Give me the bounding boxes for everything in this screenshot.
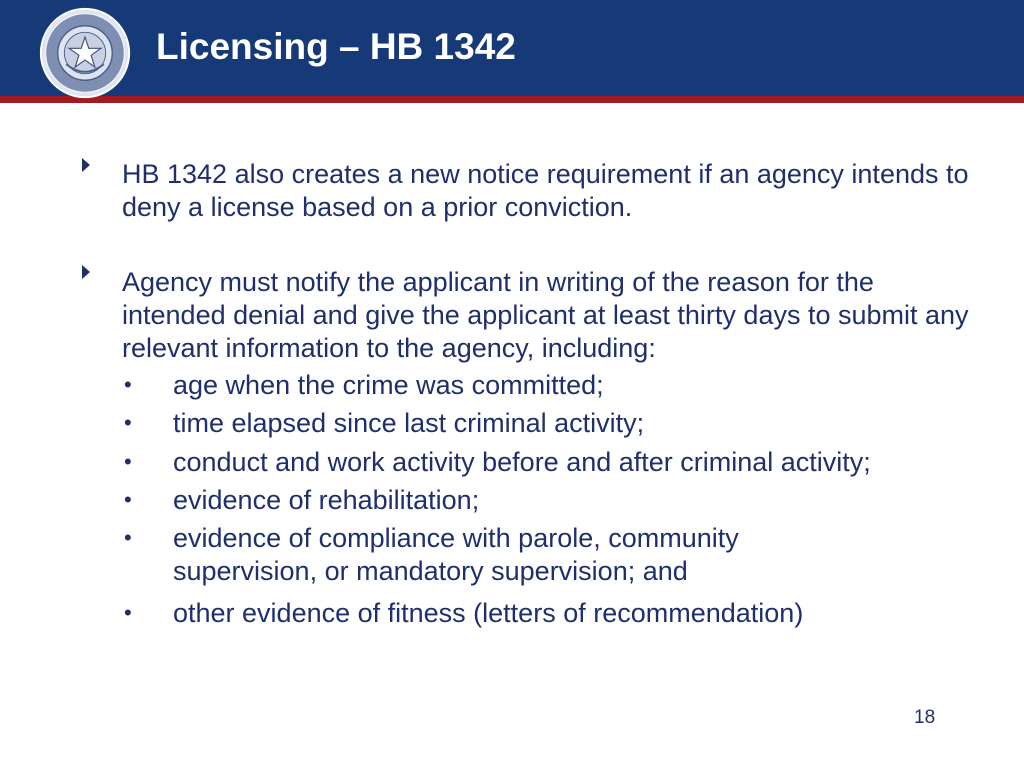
sub-bullet-text: other evidence of fitness (letters of recommendation) bbox=[173, 598, 804, 628]
sub-bullet-text: age when the crime was committed; bbox=[173, 370, 604, 400]
bullet-text: Agency must notify the applicant in writing of the reason for the intended denial and give the applicant at least thirty days to submit any relevant information to the agency, including: bbox=[122, 267, 969, 363]
bullet-text: HB 1342 also creates a new notice requirement if an agency intends to deny a license based on a prior conviction. bbox=[122, 159, 969, 222]
bullet-arrow-icon bbox=[82, 265, 90, 279]
sub-bullet-text: evidence of rehabilitation; bbox=[173, 485, 480, 515]
sub-bullet-dot-icon: • bbox=[124, 410, 132, 435]
sub-bullet-dot-icon: • bbox=[124, 600, 132, 625]
bullet-arrow-icon bbox=[82, 158, 90, 172]
sub-bullet-dot-icon: • bbox=[124, 449, 132, 474]
page-number: 18 bbox=[914, 707, 936, 728]
sub-bullet-dot-icon: • bbox=[124, 525, 132, 550]
slide-title: Licensing – HB 1342 bbox=[156, 26, 516, 67]
sub-bullet-text: evidence of compliance with parole, community supervision, or mandatory supervision; and bbox=[173, 523, 739, 586]
sub-bullet-text: time elapsed since last criminal activity; bbox=[173, 408, 645, 438]
sub-bullet-text: conduct and work activity before and after criminal activity; bbox=[173, 447, 871, 477]
sub-bullet-dot-icon: • bbox=[124, 372, 132, 397]
texas-attorney-general-seal-icon bbox=[38, 6, 132, 100]
sub-bullet-dot-icon: • bbox=[124, 487, 132, 512]
header-rule bbox=[0, 96, 1024, 103]
